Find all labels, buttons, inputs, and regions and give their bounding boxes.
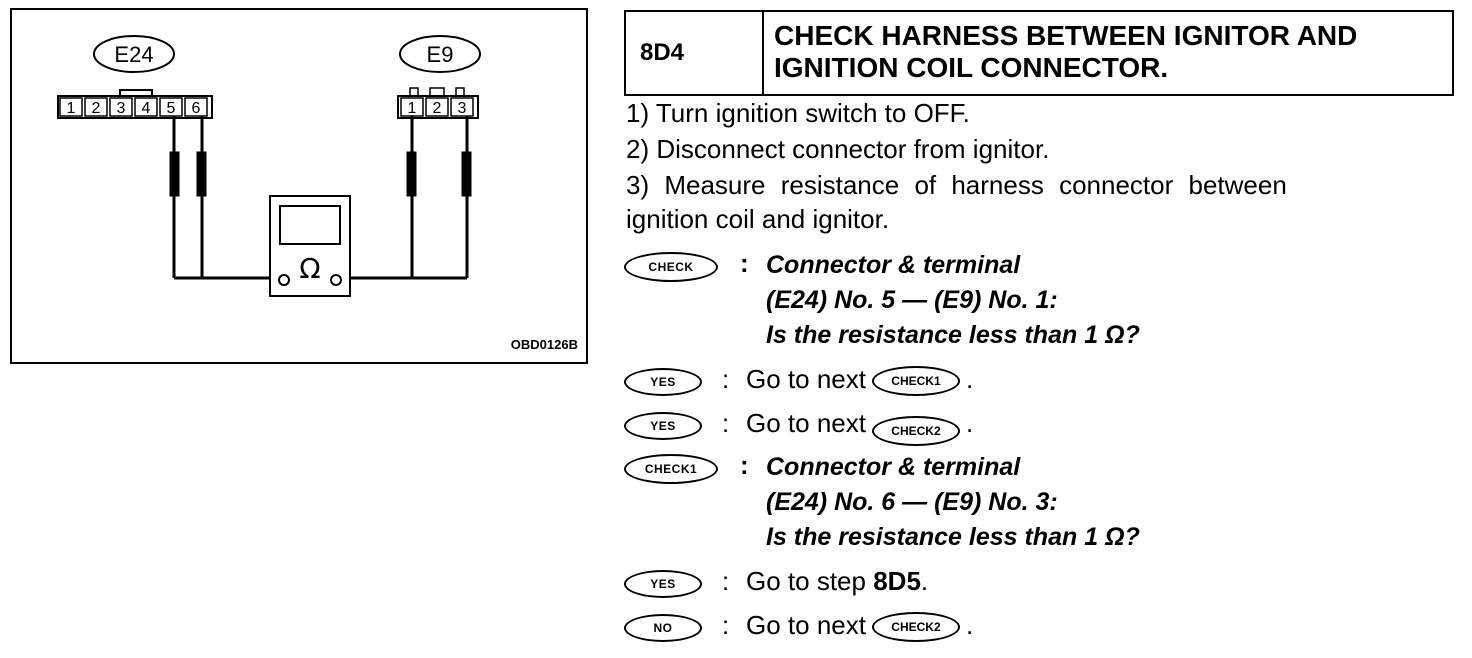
yes-3-colon: : <box>722 566 730 596</box>
answer-no <box>746 610 973 642</box>
check-a-line3: Is the resistance less than 1 Ω? <box>766 321 1140 349</box>
step-3: 3) Measure resistance of harness connector between <box>626 170 1287 200</box>
check-a-line1: Connector & terminal <box>766 251 1021 279</box>
check1-link-badge[interactable]: CHECK1 <box>872 366 960 396</box>
answer-no-period: . <box>965 610 974 640</box>
wiring-diagram-graphic <box>12 10 590 366</box>
figure-code: OBD0126B <box>510 337 578 352</box>
e24-pin-6: 6 <box>191 100 201 117</box>
check-b-line2: (E24) No. 6 — (E9) No. 3: <box>766 488 1058 516</box>
e24-pin-2: 2 <box>91 100 101 117</box>
ohmmeter <box>270 196 350 296</box>
e24-pin-4: 4 <box>141 100 151 117</box>
yes-badge-2: YES <box>624 412 702 440</box>
step-title <box>764 12 1452 94</box>
step-header <box>624 10 1454 96</box>
check-b-line1: Connector & terminal <box>766 453 1021 481</box>
next-step-link[interactable]: 8D5 <box>873 566 921 596</box>
e9-pin-1: 1 <box>407 100 417 117</box>
no-colon: : <box>722 610 730 640</box>
step-title-line1: CHECK HARNESS BETWEEN IGNITOR AND <box>774 20 1358 51</box>
e24-pin-3: 3 <box>116 100 126 117</box>
check1-colon: : <box>740 450 749 480</box>
answer-no-text: Go to next <box>746 610 866 640</box>
answer-yes-2 <box>746 408 973 440</box>
check-b-line3: Is the resistance less than 1 Ω? <box>766 523 1140 551</box>
connector-label-e9: E9 <box>426 42 454 67</box>
yes-badge-1: YES <box>624 368 702 396</box>
answer-yes-3-text: Go to step <box>746 566 866 596</box>
answer-yes-1 <box>746 364 973 396</box>
e9-pin-3: 3 <box>457 100 467 117</box>
answer-yes-3-period: . <box>920 566 929 596</box>
e24-pin-1: 1 <box>66 100 76 117</box>
check2-link-badge-no[interactable]: CHECK2 <box>872 612 960 642</box>
step-code: 8D4 <box>626 12 764 94</box>
step-2: 2) Disconnect connector from ignitor. <box>626 134 1050 164</box>
answer-yes-2-period: . <box>965 408 974 438</box>
step-1: 1) Turn ignition switch to OFF. <box>626 98 970 128</box>
connector-e24 <box>58 90 212 118</box>
answer-yes-1-period: . <box>965 364 974 394</box>
e9-pin-2: 2 <box>432 100 442 117</box>
answer-yes-3 <box>746 566 928 597</box>
step-3-continued: ignition coil and ignitor. <box>626 204 890 234</box>
answer-yes-1-text: Go to next <box>746 364 866 394</box>
e24-pin-5: 5 <box>166 100 176 117</box>
yes-1-colon: : <box>722 364 730 394</box>
connector-label-e24: E24 <box>114 42 154 67</box>
step-title-line2: IGNITION COIL CONNECTOR. <box>774 52 1169 83</box>
check-badge: CHECK <box>624 252 718 282</box>
answer-yes-2-text: Go to next <box>746 408 866 438</box>
yes-2-colon: : <box>722 408 730 438</box>
check1-badge: CHECK1 <box>624 454 718 484</box>
ohm-symbol: Ω <box>299 252 321 285</box>
check-colon: : <box>740 248 749 278</box>
wiring-diagram <box>10 8 588 364</box>
no-badge: NO <box>624 614 702 642</box>
check2-link-badge[interactable]: CHECK2 <box>872 416 960 446</box>
check-a-line2: (E24) No. 5 — (E9) No. 1: <box>766 286 1058 314</box>
yes-badge-3: YES <box>624 570 702 598</box>
connector-e9 <box>398 88 478 118</box>
